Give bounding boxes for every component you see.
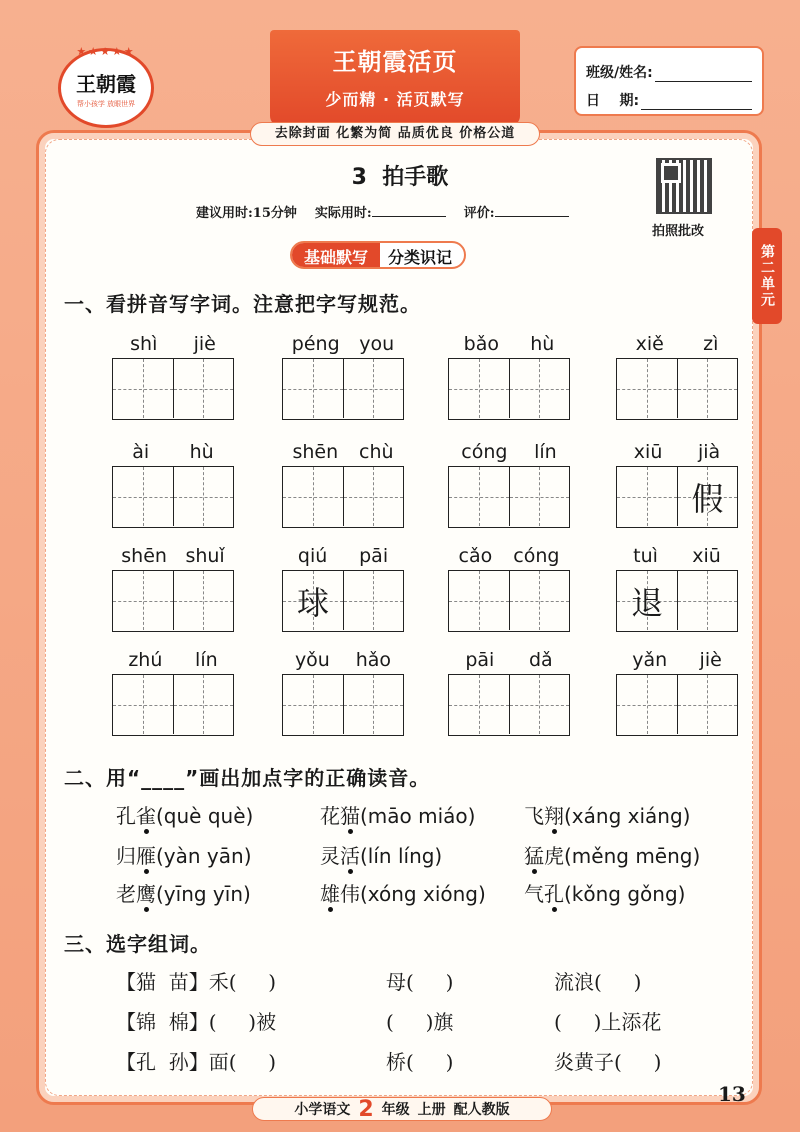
writing-box[interactable] [113, 467, 173, 526]
pinyin-syllable: tuì [633, 545, 658, 567]
word-part: 飞 [524, 804, 544, 828]
written-char: 假 [691, 479, 724, 518]
writing-boxes [112, 358, 234, 420]
writing-box[interactable] [509, 571, 569, 630]
writing-box[interactable] [677, 359, 737, 418]
pinyin-options: 伟(xóng xióng) [340, 882, 486, 906]
word-choice-row [116, 966, 641, 995]
pinyin-syllable: yǒu [294, 649, 330, 671]
pinyin-syllable: shēn [121, 545, 167, 567]
section3-title: 三、选字组词。 [64, 932, 211, 956]
pinyin-syllable: xiū [692, 545, 721, 567]
written-char: 退 [630, 583, 663, 622]
dotted-char: 活 [340, 844, 360, 868]
qr-label: 拍照批改 [652, 224, 705, 239]
writing-box[interactable] [173, 359, 233, 418]
actual-time-label: 实际用时: [314, 206, 372, 221]
logo-subtitle: 帮小孩学 放眼世界 [76, 99, 136, 108]
pinyin-item [616, 542, 738, 632]
writing-box[interactable] [617, 675, 677, 734]
pinyin-label [616, 438, 738, 466]
pinyin-options: (kǒng gǒng) [564, 882, 686, 906]
pinyin-label [282, 542, 404, 570]
dotted-char: 鹰 [136, 882, 156, 906]
footer-grade-label: 年级 [381, 1102, 410, 1118]
writing-box[interactable] [449, 359, 509, 418]
writing-boxes [282, 674, 404, 736]
pinyin-label [112, 438, 234, 466]
writing-box[interactable] [449, 571, 509, 630]
student-info-box [574, 46, 764, 116]
pinyin-syllable: dǎ [528, 649, 553, 671]
pinyin-syllable: cǎo [458, 545, 493, 567]
pinyin-label [448, 646, 570, 674]
writing-box[interactable] [283, 467, 343, 526]
pinyin-syllable: jiè [699, 649, 722, 671]
class-name-label: 班级/姓名: [586, 65, 653, 81]
writing-box[interactable] [677, 675, 737, 734]
word-choice-item[interactable]: ( )旗 [386, 1010, 454, 1034]
word-choice-item[interactable]: 炎黄子( ) [554, 1050, 662, 1074]
lesson-title: 3 拍手歌 [351, 165, 449, 190]
writing-box[interactable] [283, 571, 343, 630]
word-part: 灵 [320, 844, 340, 868]
reading-item[interactable] [524, 878, 728, 907]
writing-boxes [448, 570, 570, 632]
pinyin-syllable: xiū [633, 441, 663, 463]
writing-boxes [112, 674, 234, 736]
pinyin-syllable: jiè [193, 333, 216, 355]
pinyin-syllable: péng [291, 333, 340, 355]
writing-boxes [616, 358, 738, 420]
pinyin-syllable: hù [530, 333, 555, 355]
writing-box[interactable] [509, 675, 569, 734]
pinyin-label [112, 646, 234, 674]
pinyin-item [616, 330, 738, 420]
writing-box[interactable] [283, 359, 343, 418]
pinyin-syllable: lín [534, 441, 557, 463]
reading-item[interactable] [116, 878, 320, 907]
pinyin-syllable: lín [195, 649, 218, 671]
pinyin-syllable: shēn [292, 441, 339, 463]
dotted-char: 雀 [136, 804, 156, 828]
word-choice-item[interactable]: 流浪( ) [554, 970, 642, 994]
word-choice-item[interactable]: ( )上添花 [554, 1010, 662, 1034]
pinyin-item [448, 646, 570, 736]
pinyin-item [448, 542, 570, 632]
pinyin-syllable: bǎo [463, 333, 499, 355]
writing-boxes [616, 570, 738, 632]
reading-item[interactable] [320, 800, 524, 829]
section2-title: 二、用“____”画出加点字的正确读音。 [64, 766, 431, 790]
pinyin-label [616, 542, 738, 570]
word-choice-item[interactable]: 【猫 苗】禾( ) [116, 970, 277, 994]
pinyin-syllable: hǎo [355, 649, 392, 671]
category-pill [290, 241, 466, 269]
pinyin-options: (què què) [156, 804, 254, 828]
qr-code-icon[interactable] [656, 158, 712, 214]
pinyin-options: (xáng xiáng) [564, 804, 691, 828]
reading-row [116, 878, 728, 907]
pinyin-item [282, 438, 404, 528]
pinyin-syllable: ài [132, 441, 150, 463]
writing-box[interactable] [343, 571, 403, 630]
writing-boxes [448, 674, 570, 736]
pinyin-label [448, 330, 570, 358]
writing-box[interactable] [617, 467, 677, 526]
pill-basic-dictation: 基础默写 [292, 243, 380, 267]
pinyin-item [616, 646, 738, 736]
pinyin-syllable: cóng [513, 545, 560, 567]
pinyin-label [282, 646, 404, 674]
writing-box[interactable] [173, 571, 233, 630]
pinyin-syllable: shuǐ [185, 545, 225, 567]
writing-boxes [616, 466, 738, 528]
pinyin-options: (lín líng) [360, 844, 443, 868]
footer-volume: 上册 [417, 1102, 446, 1118]
word-part: 花 [320, 804, 340, 828]
word-choice-item[interactable]: 【锦 棉】( )被 [116, 1010, 277, 1034]
writing-box[interactable] [343, 359, 403, 418]
reading-item[interactable] [524, 800, 728, 829]
pinyin-item [112, 438, 234, 528]
pinyin-syllable: you [359, 333, 395, 355]
pinyin-item [616, 438, 738, 528]
footer-subject: 小学语文 [294, 1102, 351, 1118]
pinyin-label [448, 542, 570, 570]
writing-box[interactable] [449, 467, 509, 526]
timing-row [196, 202, 569, 221]
word-choice-item[interactable]: 桥( ) [386, 1050, 454, 1074]
pinyin-syllable: zhú [128, 649, 163, 671]
pinyin-label [282, 330, 404, 358]
word-part: 气 [524, 882, 544, 906]
pinyin-syllable: zì [703, 333, 719, 355]
word-part: 孔 [116, 804, 136, 828]
writing-box[interactable] [113, 675, 173, 734]
pinyin-item [112, 330, 234, 420]
banner-title: 王朝霞活页 [332, 48, 458, 76]
writing-box[interactable] [617, 359, 677, 418]
pinyin-syllable: chù [359, 441, 394, 463]
pinyin-options: (māo miáo) [360, 804, 476, 828]
dotted-char: 孔 [544, 882, 564, 906]
reading-item[interactable] [116, 800, 320, 829]
writing-boxes [448, 358, 570, 420]
star-icon: ★★★★★ [76, 45, 136, 58]
writing-box[interactable] [449, 675, 509, 734]
pinyin-item [448, 438, 570, 528]
date-label: 日 期: [586, 93, 640, 109]
word-choice-item[interactable]: 【孔 孙】面( ) [116, 1050, 277, 1074]
reading-item[interactable] [524, 840, 728, 869]
writing-boxes [112, 466, 234, 528]
pinyin-syllable: xiě [635, 333, 664, 355]
rating-label: 评价: [463, 206, 495, 221]
writing-box[interactable] [173, 467, 233, 526]
logo-name: 王朝霞 [76, 71, 136, 96]
writing-box[interactable] [173, 675, 233, 734]
date-field[interactable] [641, 94, 752, 110]
reading-row [116, 840, 728, 869]
writing-boxes [282, 358, 404, 420]
pinyin-item [282, 646, 404, 736]
class-name-field[interactable] [655, 66, 752, 82]
pinyin-syllable: shì [130, 333, 158, 355]
brand-logo [58, 45, 154, 128]
pinyin-syllable: yǎn [632, 649, 668, 671]
word-choice-row [116, 1006, 661, 1035]
pinyin-item [112, 646, 234, 736]
page-number: 13 [718, 1082, 746, 1106]
writing-boxes [282, 570, 404, 632]
pinyin-syllable: pāi [465, 649, 495, 671]
pinyin-options: 虎(měng mēng) [544, 844, 701, 868]
writing-boxes [282, 466, 404, 528]
writing-box[interactable] [113, 359, 173, 418]
pinyin-label [112, 542, 234, 570]
writing-box[interactable] [509, 467, 569, 526]
writing-box[interactable] [343, 467, 403, 526]
pinyin-label [112, 330, 234, 358]
writing-box[interactable] [617, 571, 677, 630]
dotted-char: 雄 [320, 882, 340, 906]
pinyin-item [282, 542, 404, 632]
dotted-char: 雁 [136, 844, 156, 868]
dotted-char: 猫 [340, 804, 360, 828]
pinyin-options: (yīng yīn) [156, 882, 251, 906]
writing-boxes [112, 570, 234, 632]
word-part: 老 [116, 882, 136, 906]
word-choice-row [116, 1046, 661, 1075]
slogan-strip: 去除封面 化繁为简 品质优良 价格公道 [250, 122, 540, 146]
pinyin-item [448, 330, 570, 420]
reading-item[interactable] [116, 840, 320, 869]
pinyin-syllable: pāi [359, 545, 389, 567]
pinyin-syllable: hù [189, 441, 214, 463]
writing-box[interactable] [283, 675, 343, 734]
pill-classify: 分类识记 [388, 248, 453, 267]
pinyin-syllable: jià [697, 441, 721, 463]
written-char: 球 [296, 583, 329, 622]
title-banner [270, 30, 520, 126]
reading-row [116, 800, 728, 829]
reading-item[interactable] [320, 840, 524, 869]
writing-box[interactable] [677, 571, 737, 630]
writing-box[interactable] [677, 467, 737, 526]
writing-boxes [448, 466, 570, 528]
word-part: 归 [116, 844, 136, 868]
dotted-char: 猛 [524, 844, 544, 868]
pinyin-options: (yàn yān) [156, 844, 252, 868]
pinyin-item [112, 542, 234, 632]
banner-subtitle: 少而精 · 活页默写 [325, 90, 465, 109]
footer-edition: 配人教版 [453, 1102, 510, 1118]
pinyin-item [282, 330, 404, 420]
pinyin-label [616, 646, 738, 674]
dotted-char: 翔 [544, 804, 564, 828]
pinyin-label [448, 438, 570, 466]
writing-boxes [616, 674, 738, 736]
pinyin-label [616, 330, 738, 358]
writing-box[interactable] [113, 571, 173, 630]
reading-item[interactable] [320, 878, 524, 907]
section1-title: 一、看拼音写字词。注意把字写规范。 [64, 292, 421, 316]
word-choice-item[interactable]: 母( ) [386, 970, 454, 994]
unit-side-tab: 第二单元 [752, 228, 782, 324]
pinyin-syllable: qiú [297, 545, 328, 567]
pinyin-syllable: cóng [461, 441, 508, 463]
pinyin-label [282, 438, 404, 466]
rating-field[interactable] [495, 203, 569, 217]
footer-strip [252, 1097, 552, 1121]
footer-grade: 2 [358, 1096, 374, 1122]
writing-box[interactable] [509, 359, 569, 418]
writing-box[interactable] [343, 675, 403, 734]
actual-time-field[interactable] [372, 203, 446, 217]
suggest-time: 建议用时:15分钟 [196, 206, 297, 221]
